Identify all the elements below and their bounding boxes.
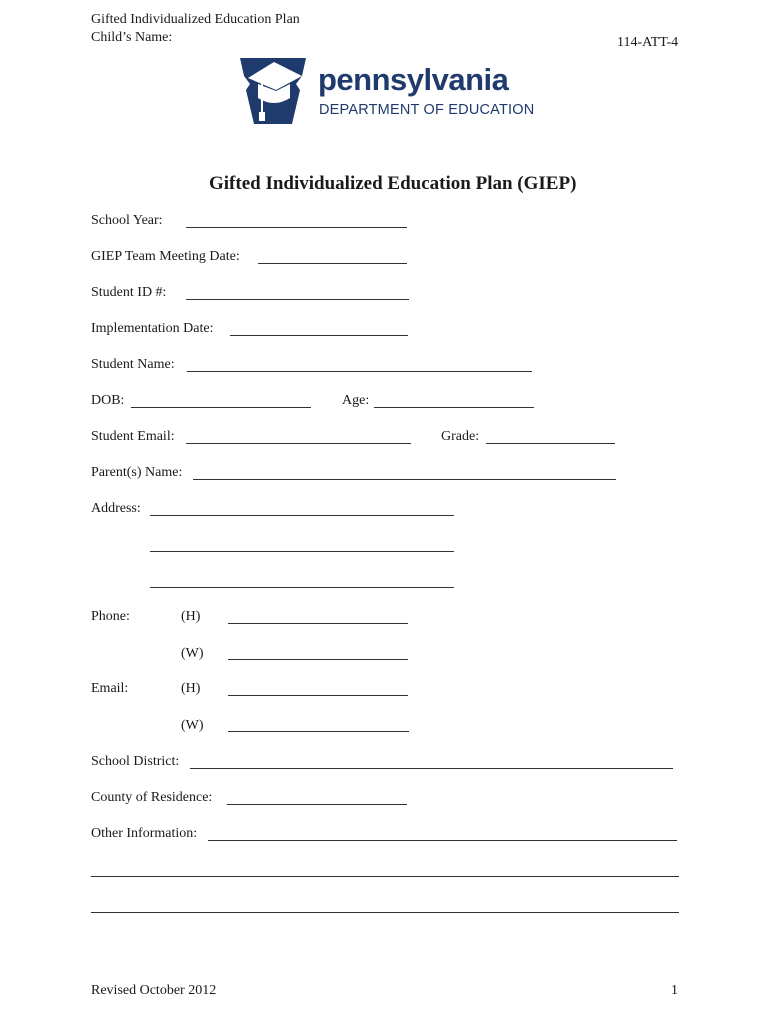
logo-subtitle: DEPARTMENT OF EDUCATION [319, 102, 535, 118]
meeting-date-field[interactable] [258, 263, 407, 264]
county-field[interactable] [227, 804, 407, 805]
parents-name-field[interactable] [193, 479, 616, 480]
revised-date: Revised October 2012 [91, 983, 217, 998]
logo-wordmark: pennsylvania [318, 62, 509, 97]
address-line-1[interactable] [150, 515, 454, 516]
grade-field[interactable] [486, 443, 615, 444]
implementation-date-label: Implementation Date: [91, 321, 214, 336]
student-email-field[interactable] [186, 443, 411, 444]
dob-label: DOB: [91, 393, 125, 408]
address-line-2[interactable] [150, 551, 454, 552]
email-home-field[interactable] [228, 695, 408, 696]
other-info-label: Other Information: [91, 826, 198, 841]
email-work-label: (W) [181, 718, 204, 733]
other-info-field[interactable] [208, 840, 677, 841]
county-label: County of Residence: [91, 790, 213, 805]
address-label: Address: [91, 501, 141, 516]
page-title: Gifted Individualized Education Plan (GIEP) [209, 173, 577, 194]
email-work-field[interactable] [228, 731, 409, 732]
address-line-3[interactable] [150, 587, 454, 588]
student-name-field[interactable] [187, 371, 532, 372]
email-label: Email: [91, 681, 129, 696]
dob-field[interactable] [131, 407, 311, 408]
school-district-label: School District: [91, 754, 180, 769]
phone-work-label: (W) [181, 646, 204, 661]
age-label: Age: [342, 393, 370, 408]
header-doc-title: Gifted Individualized Education Plan [91, 12, 300, 27]
header-child-name-label: Child’s Name: [91, 30, 173, 45]
grade-label: Grade: [441, 429, 480, 444]
page-number: 1 [671, 983, 678, 998]
phone-work-field[interactable] [228, 659, 408, 660]
phone-home-label: (H) [181, 609, 201, 624]
school-year-label: School Year: [91, 213, 163, 228]
phone-home-field[interactable] [228, 623, 408, 624]
school-district-field[interactable] [190, 768, 673, 769]
implementation-date-field[interactable] [230, 335, 408, 336]
other-info-line-3[interactable] [91, 912, 679, 913]
student-name-label: Student Name: [91, 357, 175, 372]
keystone-graduation-cap-icon [240, 54, 306, 126]
meeting-date-label: GIEP Team Meeting Date: [91, 249, 240, 264]
student-id-field[interactable] [186, 299, 409, 300]
other-info-line-2[interactable] [91, 876, 679, 877]
age-field[interactable] [374, 407, 534, 408]
phone-label: Phone: [91, 609, 130, 624]
parents-name-label: Parent(s) Name: [91, 465, 183, 480]
form-code: 114-ATT-4 [617, 35, 679, 50]
school-year-field[interactable] [186, 227, 407, 228]
student-email-label: Student Email: [91, 429, 175, 444]
student-id-label: Student ID #: [91, 285, 167, 300]
email-home-label: (H) [181, 681, 201, 696]
